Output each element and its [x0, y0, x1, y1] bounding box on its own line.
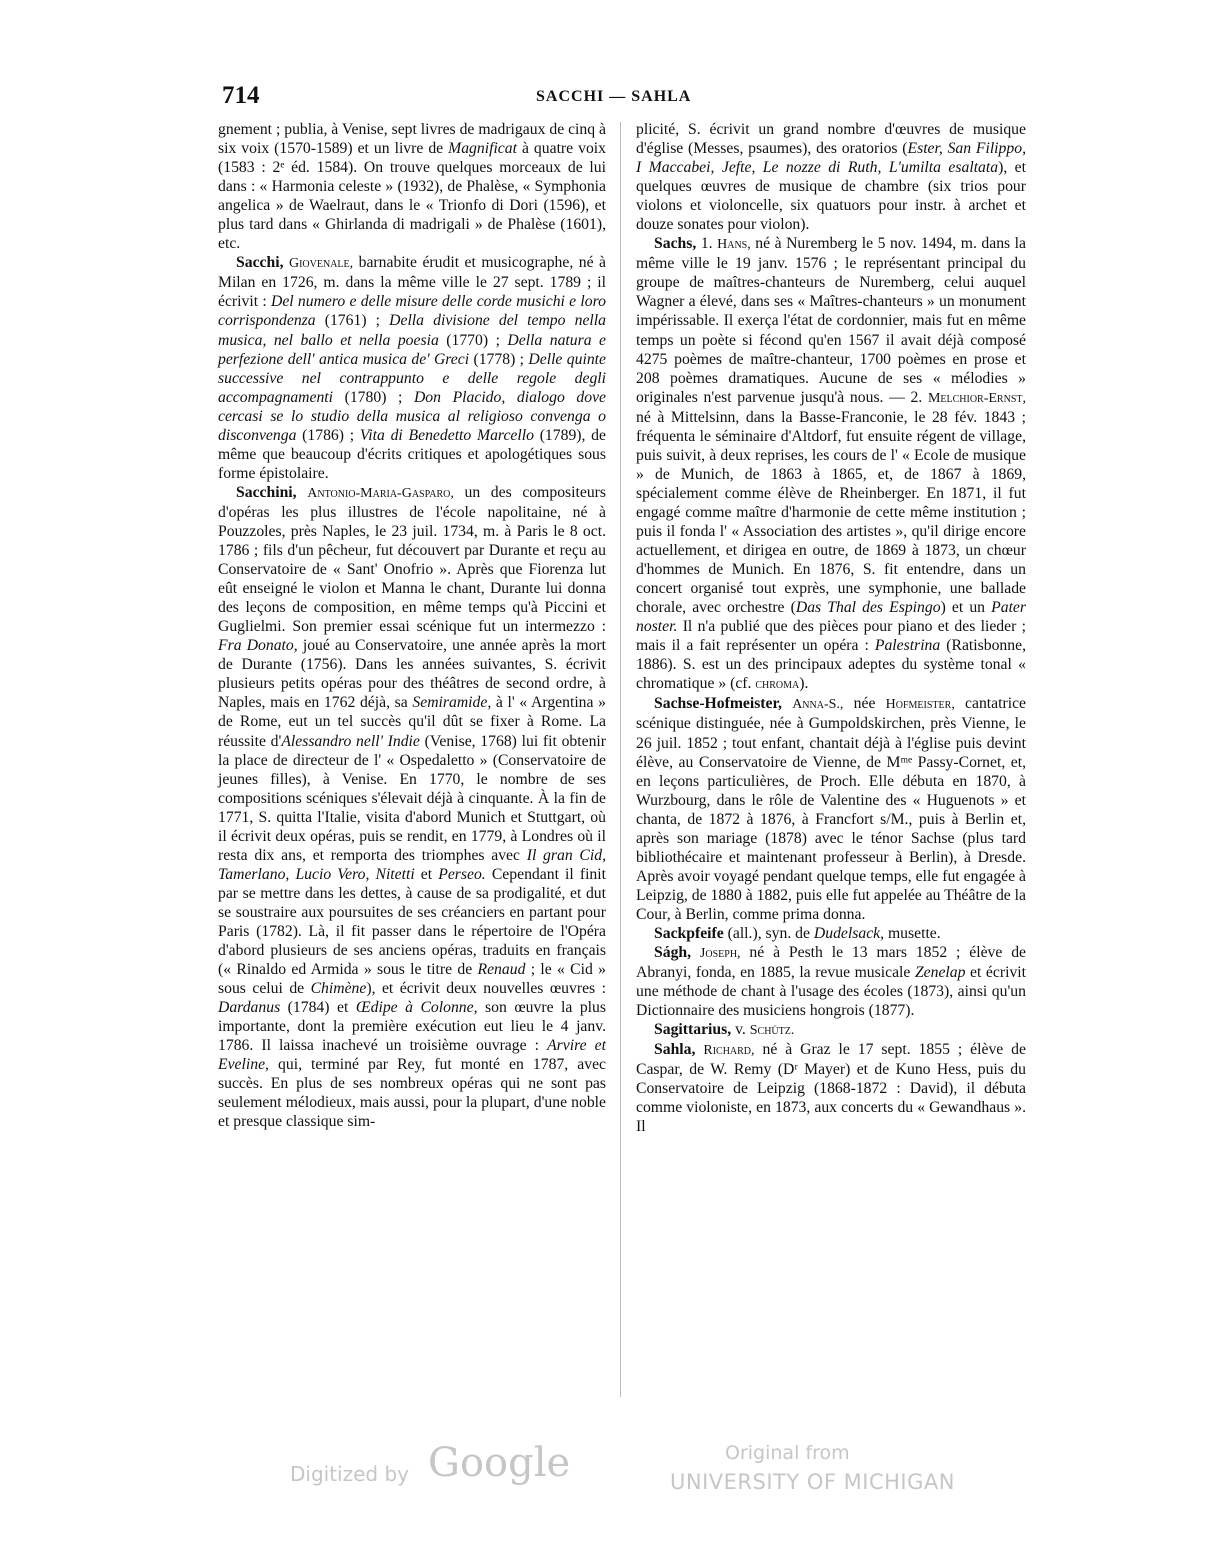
column-divider: [620, 122, 621, 1397]
headword: Sahla,: [654, 1041, 696, 1059]
original-from-text: Original from: [725, 1442, 850, 1464]
entry-continuation: plicité, S. écrivit un grand nombre d'œuvres de musique d'église (Messes, psaumes), des oratorios (Ester, San Filippo, I Maccabei, Jefte, Le nozze di Ruth, L'umilta esaltata), et quelques œuvres de musique de chambre (six trios pour violons et violoncelle, six quatuors pour instr. à archet et douze sonates pour violon).: [636, 121, 1027, 234]
headword: Ságh,: [654, 944, 692, 962]
headword: Sackpfeife: [654, 924, 724, 942]
page-header: [222, 82, 1028, 116]
left-column: [218, 120, 606, 1131]
running-head: SACCHI — SAHLA: [536, 88, 692, 105]
entry-sagh: Ságh, Joseph, né à Pesth le 13 mars 1852 ; élève de Abranyi, fonda, en 1885, la revue musicale Zenelap et écrivit une méthode de chant à l'usage des écoles (1873), ainsi qu'un Dictionnaire des musiciens hongrois (1877).: [636, 944, 1026, 1020]
google-logo: Google: [428, 1440, 571, 1486]
entry-sachs: Sachs, 1. Hans, né à Nuremberg le 5 nov. 1494, m. dans la même ville le 19 janv. 1576 ; le représentant principal du groupe de maîtres-chanteurs de Nuremberg, celui auquel Wagner a élevé, dans ses « Maîtres-chanteurs » un monument impérissable. Il exerça l'état de cordonnier, mais fut en même temps un poète si fécond qu'en 1567 il avait déjà composé 4275 poèmes de maître-chanteur, 1700 poèmes en prose et 208 poèmes dramatiques. Aucune de ses « mélodies » originales n'est parvenue jusqu'à nous. — 2. Melchior-Ernst, né à Mittelsinn, dans la Basse-Franconie, le 28 fév. 1843 ; fréquenta le séminaire d'Altdorf, fut ensuite régent de village, puis suivit, à deux reprises, les cours de l' « Ecole de musique » de Munich, de 1863 à 1865, et, de 1867 à 1869, spécialement comme élève de Rheinberger. En 1871, il fut engagé comme maître d'harmonie de cette même institution ; puis il fonda l' « Association des artistes », qu'il dirige encore actuellement, et dirigea en outre, de 1869 à 1873, un chœur d'hommes de Munich. En 1876, S. fit entendre, dans un concert organisé tout exprès, une symphonie, une ballade chorale, avec orchestre (Das Thal des Espingo) et un Pater noster. Il n'a publié que des pièces pour piano et des lieder ; mais il a fait représenter un opéra : Palestrina (Ratisbonne, 1886). S. est un des principaux adeptes du système tonal « chromatique » (cf. chroma).: [636, 235, 1026, 693]
entry-sachse-hofmeister: Sachse-Hofmeister, Anna-S., née Hofmeister, cantatrice scénique distinguée, née à Gumpoldskirchen, près Vienne, le 26 juil. 1852 ; tout enfant, chantait déjà à l'église puis devint élève, au Conservatoire de Vienne, de Mᵐᵉ Passy-Cornet, et, en leçons particulières, de Proch. Elle débuta en 1870, à Wurzbourg, dans le rôle de Valentine des « Huguenots » et chanta, de 1872 à 1876, à Francfort s/M., puis à Berlin et, après son mariage (1878) avec le ténor Sachse (plus tard bibliothécaire et maintenant professeur à Berlin), à Dresde. Après avoir voyagé pendant quelque temps, elle fut engagée à Leipzig, de 1880 à 1882, puis elle fut appelée au Théâtre de la Cour, à Berlin, comme prima donna.: [636, 695, 1027, 923]
headword: Sachse-Hofmeister,: [654, 695, 782, 713]
headword: Sachs,: [654, 235, 697, 253]
entry-sacchi: Sacchi, Giovenale, barnabite érudit et musicographe, né à Milan en 1726, m. dans la même ville le 27 sept. 1789 ; il écrivit : Del numero e delle misure delle corde musichi e loro corrispondenza (1761) ; Della divisione del tempo nella musica, nel ballo et nella poesia (1770) ; Della natura e perfezione dell' antica musica de' Greci (1778) ; Delle quinte successive nel contrappunto e delle regole degli accompagnamenti (1780) ; Don Placido, dialogo dove cercasi se lo studio della musica al religioso convenga o disconvenga (1786) ; Vita di Benedetto Marcello (1789), de même que beaucoup d'écrits critiques et apologétiques sous forme épistolaire.: [218, 254, 607, 482]
entry-sackpfeife: Sackpfeife (all.), syn. de Dudelsack, musette.: [654, 924, 941, 942]
university-text: UNIVERSITY OF MICHIGAN: [670, 1470, 955, 1494]
right-column: [636, 120, 1026, 1136]
entry-sagittarius: Sagittarius, v. Schütz.: [654, 1021, 795, 1039]
headword: Sacchini,: [236, 483, 297, 501]
headword: Sacchi,: [236, 254, 284, 272]
digitization-watermark: [0, 1440, 1207, 1510]
digitized-by-text: Digitized by: [290, 1462, 409, 1486]
entry-sacchini: Sacchini, Antonio-Maria-Gasparo, un des compositeurs d'opéras les plus illustres de l'école napolitaine, né à Pouzzoles, près Naples, le 23 juil. 1734, m. à Paris le 8 oct. 1786 ; fils d'un pêcheur, fut découvert par Durante et reçu au Conservatoire de « Sant' Onofrio ». Après que Fiorenza lut eût enseigné le violon et Manna le chant, Durante lui donna des leçons de composition, en même temps qu'à Piccini et Guglielmi. Son premier essai scénique fut un intermezzo : Fra Donato, joué au Conservatoire, une année après la mort de Durante (1756). Dans les années suivantes, S. écrivit plusieurs petits opéras pour des théâtres de second ordre, à Naples, mais en 1762 déjà, sa Semiramide, à l' « Argentina » de Rome, eut un tel succès qu'il dût se fixer à Rome. La réussite d'Alessandro nell' Indie (Venise, 1768) lui fit obtenir la place de directeur de l' « Ospedaletto » (Conservatoire de jeunes filles), à Venise. En 1770, le nombre de ses compositions scéniques s'élevait déjà à cinquante. À la fin de 1771, S. quitta l'Italie, visita d'abord Munich et Stuttgart, où il écrivit deux opéras, puis se rendit, en 1779, à Londres où il resta dix ans, et remporta des triomphes avec Il gran Cid, Tamerlano, Lucio Vero, Nitetti et Perseo. Cependant il finit par se mettre dans les dettes, à cause de sa prodigalité, et dut se soustraire aux poursuites de ses créanciers en partant pour Paris (1782). Là, il fit passer dans le répertoire de l'Opéra d'abord plusieurs de ses anciens opéras, traduits en français (« Rinaldo ed Armida » sous le titre de Renaud ; le « Cid » sous celui de Chimène), et écrivit deux nouvelles œuvres : Dardanus (1784) et Œdipe à Colonne, son œuvre la plus importante, dont la première exécution eut lieu le 4 janv. 1786. Il laissa inachevé un troisième ouvrage : Arvire et Eveline, qui, terminé par Rey, fut monté en 1787, avec succès. En plus de ses nombreux opéras qui ne sont pas seulement mélodieux, mais aussi, pour la plupart, d'une noble et presque classique sim-: [218, 483, 607, 1131]
entry-sahla: Sahla, Richard, né à Graz le 17 sept. 1855 ; élève de Caspar, de W. Remy (Dʳ Mayer) et de Kuno Hess, puis du Conservatoire de Leipzig (1868-1872 : David), il débuta comme violoniste, en 1873, aux concerts du « Gewandhaus ». Il: [636, 1041, 1026, 1136]
headword: Sagittarius,: [654, 1021, 732, 1039]
page-number: 714: [222, 82, 260, 109]
entry-continuation: gnement ; publia, à Venise, sept livres de madrigaux de cinq à six voix (1570-1589) et un livre de Magnificat à quatre voix (1583 : 2ᵉ éd. 1584). On trouve quelques morceaux de lui dans : « Harmonia celeste » (1932), de Phalèse, « Symphonia angelica » de Waelraut, dans le « Trionfo di Dori (1596), et plus tard dans « Ghirlanda di madrigali » de Phalèse (1601), etc.: [218, 121, 606, 253]
